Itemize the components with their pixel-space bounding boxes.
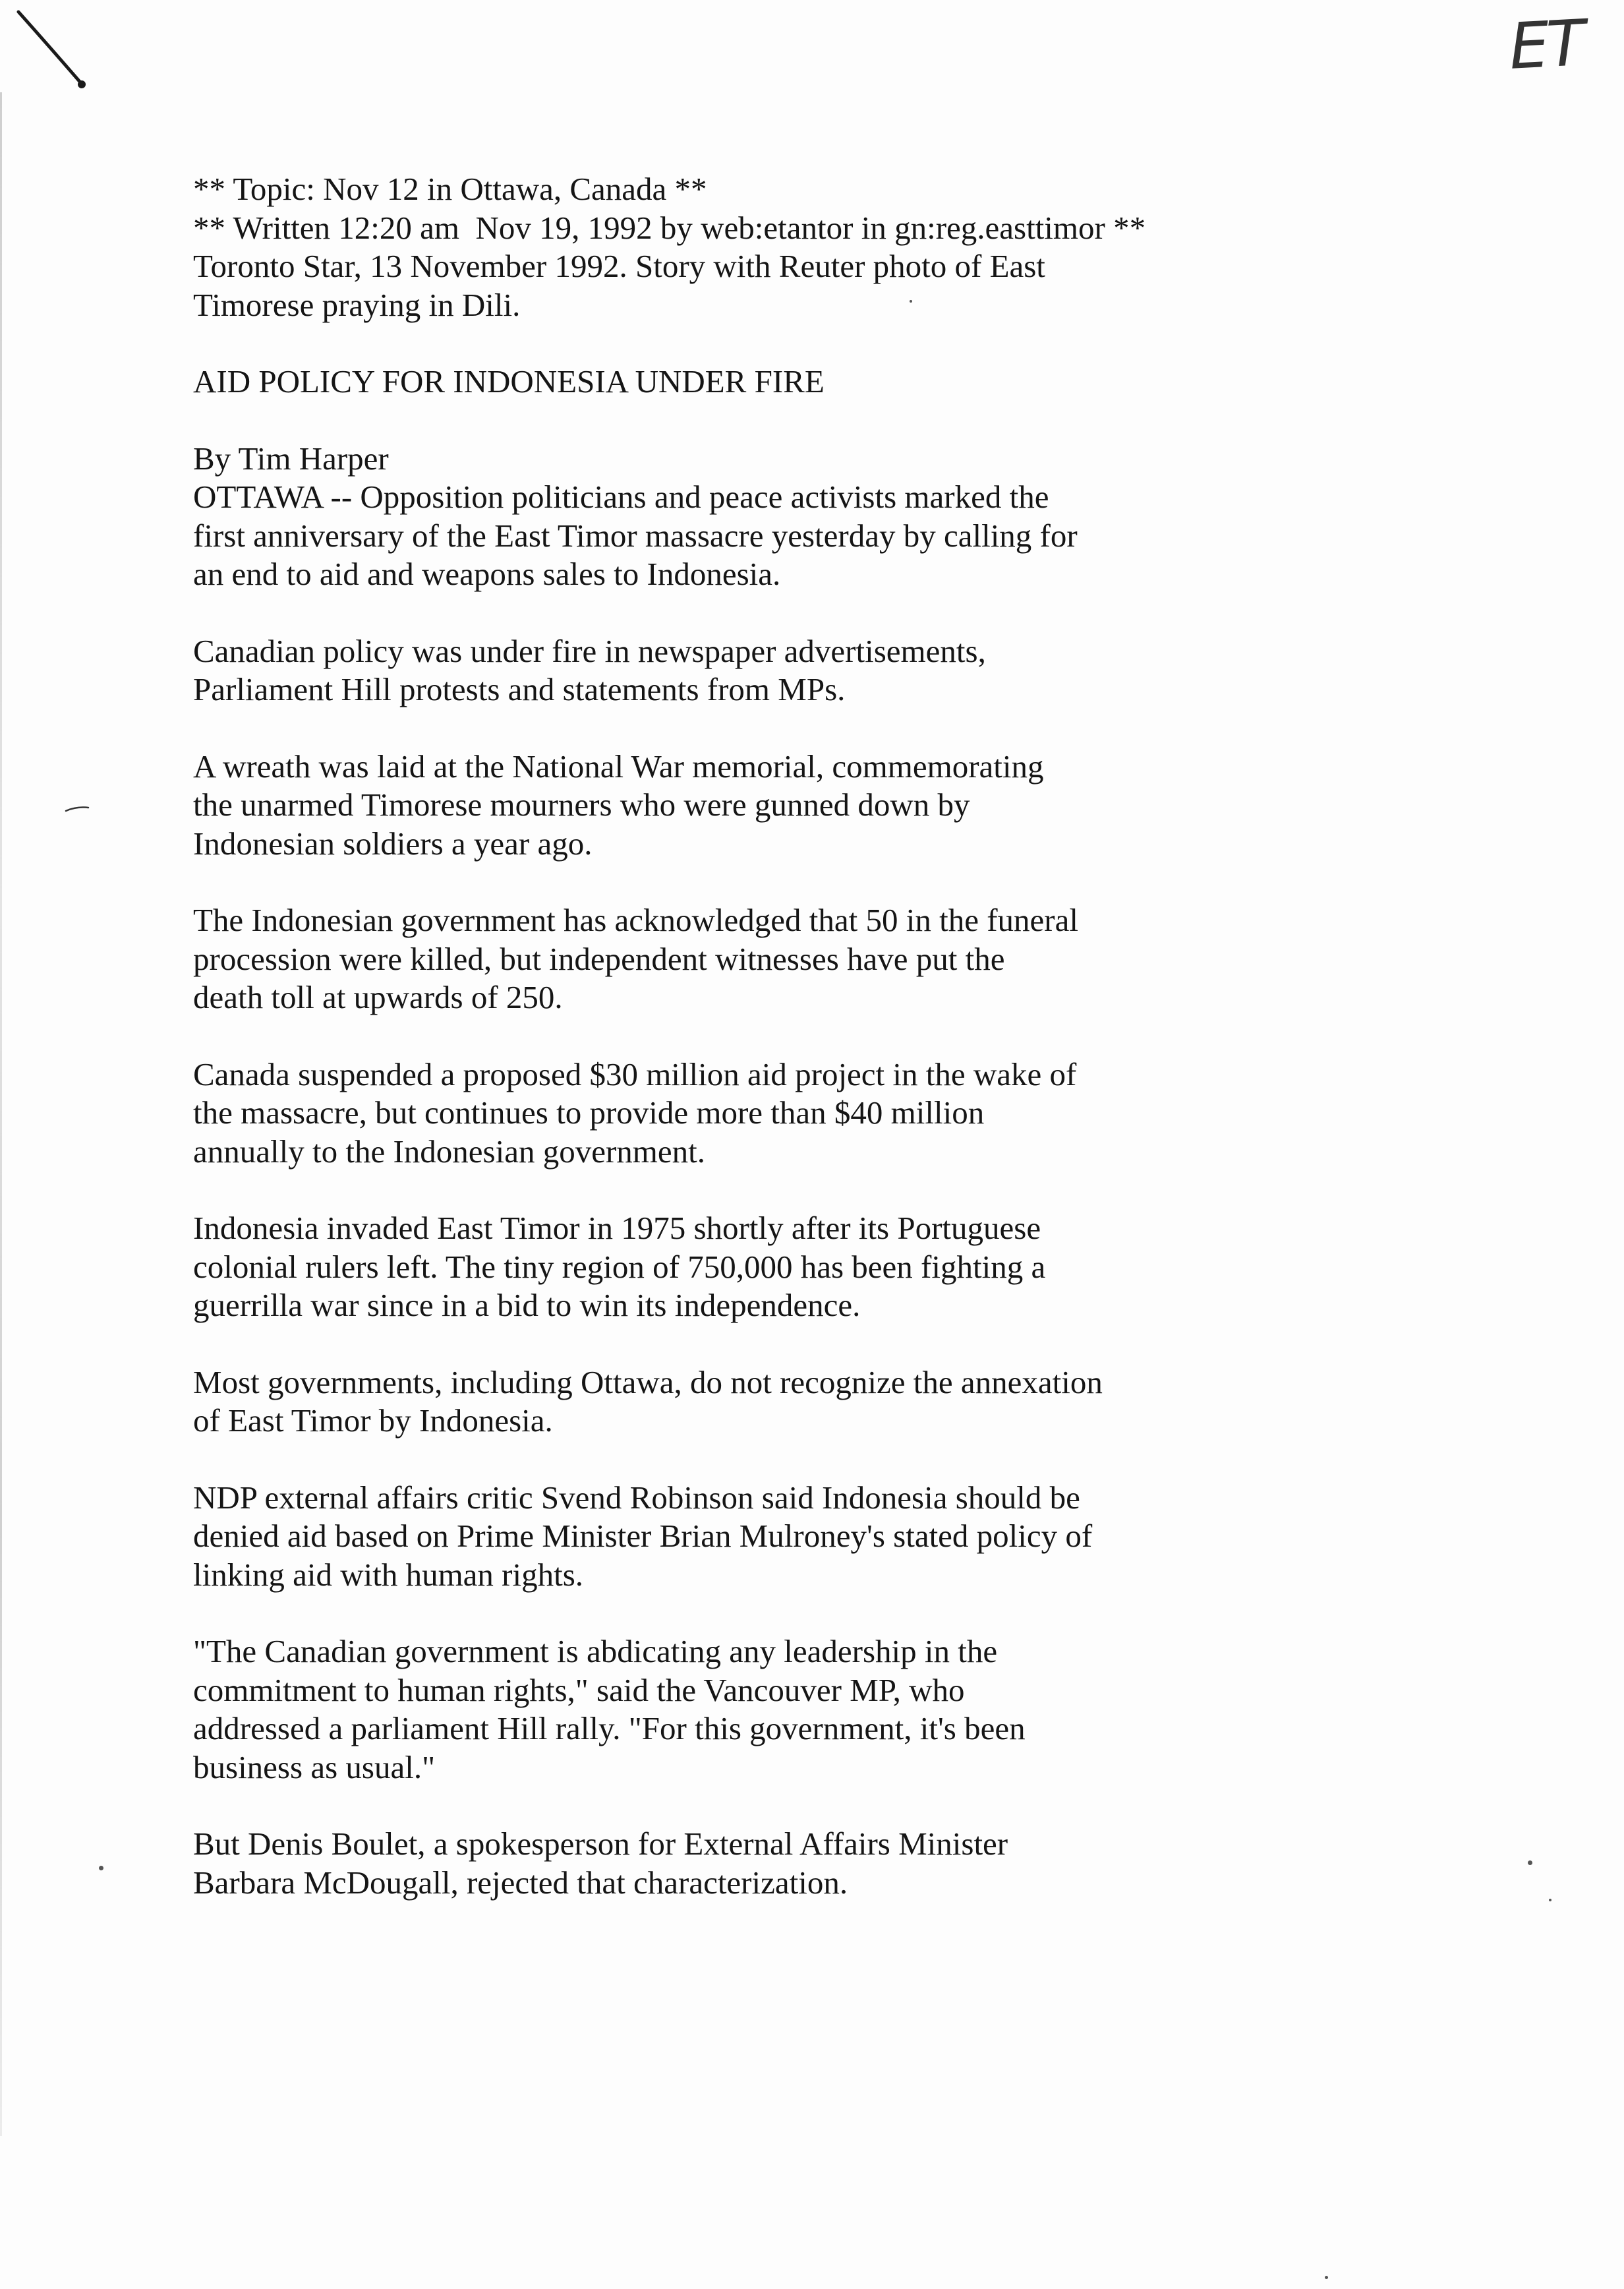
- scan-speck: [99, 1866, 103, 1870]
- scan-speck: [1549, 1899, 1552, 1901]
- source-line: Timorese praying in Dili.: [193, 286, 521, 323]
- article-header: [193, 170, 1445, 324]
- paragraph-line: of East Timor by Indonesia.: [193, 1402, 553, 1439]
- article-text: [193, 170, 1445, 1902]
- paragraph: [193, 478, 1445, 594]
- paragraph-line: But Denis Boulet, a spokesperson for External Affairs Minister: [193, 1826, 1008, 1862]
- paragraph-line: denied aid based on Prime Minister Brian Mulroney's stated policy of: [193, 1518, 1093, 1554]
- handwritten-initials: ET: [1507, 6, 1585, 84]
- scan-speck: [1325, 2276, 1328, 2279]
- paragraph-line: addressed a parliament Hill rally. "For this government, it's been: [193, 1710, 1026, 1746]
- paragraph: [193, 1209, 1445, 1325]
- paragraph-line: Indonesia invaded East Timor in 1975 shortly after its Portuguese: [193, 1210, 1041, 1246]
- topic-line: ** Topic: Nov 12 in Ottawa, Canada **: [193, 171, 707, 207]
- handwritten-slash-mark: [13, 7, 105, 99]
- paragraph-line: Parliament Hill protests and statements from MPs.: [193, 671, 846, 707]
- paragraph-line: linking aid with human rights.: [193, 1556, 584, 1593]
- article-headline: AID POLICY FOR INDONESIA UNDER FIRE: [193, 363, 825, 400]
- paragraph-line: guerrilla war since in a bid to win its independence.: [193, 1287, 861, 1323]
- paragraph-line: Barbara McDougall, rejected that characterization.: [193, 1864, 848, 1901]
- paragraph: [193, 632, 1445, 709]
- paragraph: [193, 1825, 1445, 1902]
- margin-dash-mark: [65, 806, 90, 812]
- paragraph-line: the unarmed Timorese mourners who were gunned down by: [193, 787, 970, 823]
- paragraph-line: Canada suspended a proposed $30 million aid project in the wake of: [193, 1055, 1077, 1092]
- paragraph-line: Most governments, including Ottawa, do not recognize the annexation: [193, 1363, 1103, 1400]
- source-line: Toronto Star, 13 November 1992. Story with Reuter photo of East: [193, 248, 1045, 284]
- scan-edge-shadow: [0, 92, 2, 2136]
- paragraph-line: The Indonesian government has acknowledged that 50 in the funeral: [193, 902, 1078, 938]
- paragraph: [193, 1055, 1445, 1172]
- paragraph: [193, 1632, 1445, 1787]
- paragraph-line: colonial rulers left. The tiny region of 750,000 has been fighting a: [193, 1248, 1046, 1285]
- paragraph-line: the massacre, but continues to provide more than $40 million: [193, 1094, 985, 1131]
- paragraph: [193, 748, 1445, 864]
- scan-speck: [1528, 1860, 1532, 1865]
- written-line: ** Written 12:20 am Nov 19, 1992 by web:etantor in gn:reg.easttimor **: [193, 209, 1146, 246]
- paragraph-line: Canadian policy was under fire in newspaper advertisements,: [193, 632, 986, 669]
- paragraph: [193, 1479, 1445, 1595]
- paragraph-line: business as usual.": [193, 1748, 436, 1785]
- paragraph-line: NDP external affairs critic Svend Robinson said Indonesia should be: [193, 1479, 1080, 1516]
- paragraph-line: OTTAWA -- Opposition politicians and peace activists marked the: [193, 479, 1049, 515]
- paragraph-line: Indonesian soldiers a year ago.: [193, 825, 593, 862]
- paragraph-line: "The Canadian government is abdicating any leadership in the: [193, 1633, 998, 1669]
- byline: By Tim Harper: [193, 440, 389, 477]
- paragraph: [193, 1363, 1445, 1441]
- paragraph-line: commitment to human rights," said the Vancouver MP, who: [193, 1671, 965, 1708]
- paragraph-line: death toll at upwards of 250.: [193, 979, 563, 1015]
- paragraph-line: first anniversary of the East Timor massacre yesterday by calling for: [193, 517, 1078, 554]
- paragraph-line: procession were killed, but independent witnesses have put the: [193, 940, 1005, 977]
- paragraph: [193, 901, 1445, 1017]
- paragraph-line: an end to aid and weapons sales to Indonesia.: [193, 556, 781, 592]
- paragraph-line: A wreath was laid at the National War memorial, commemorating: [193, 748, 1044, 785]
- paragraph-line: annually to the Indonesian government.: [193, 1133, 705, 1170]
